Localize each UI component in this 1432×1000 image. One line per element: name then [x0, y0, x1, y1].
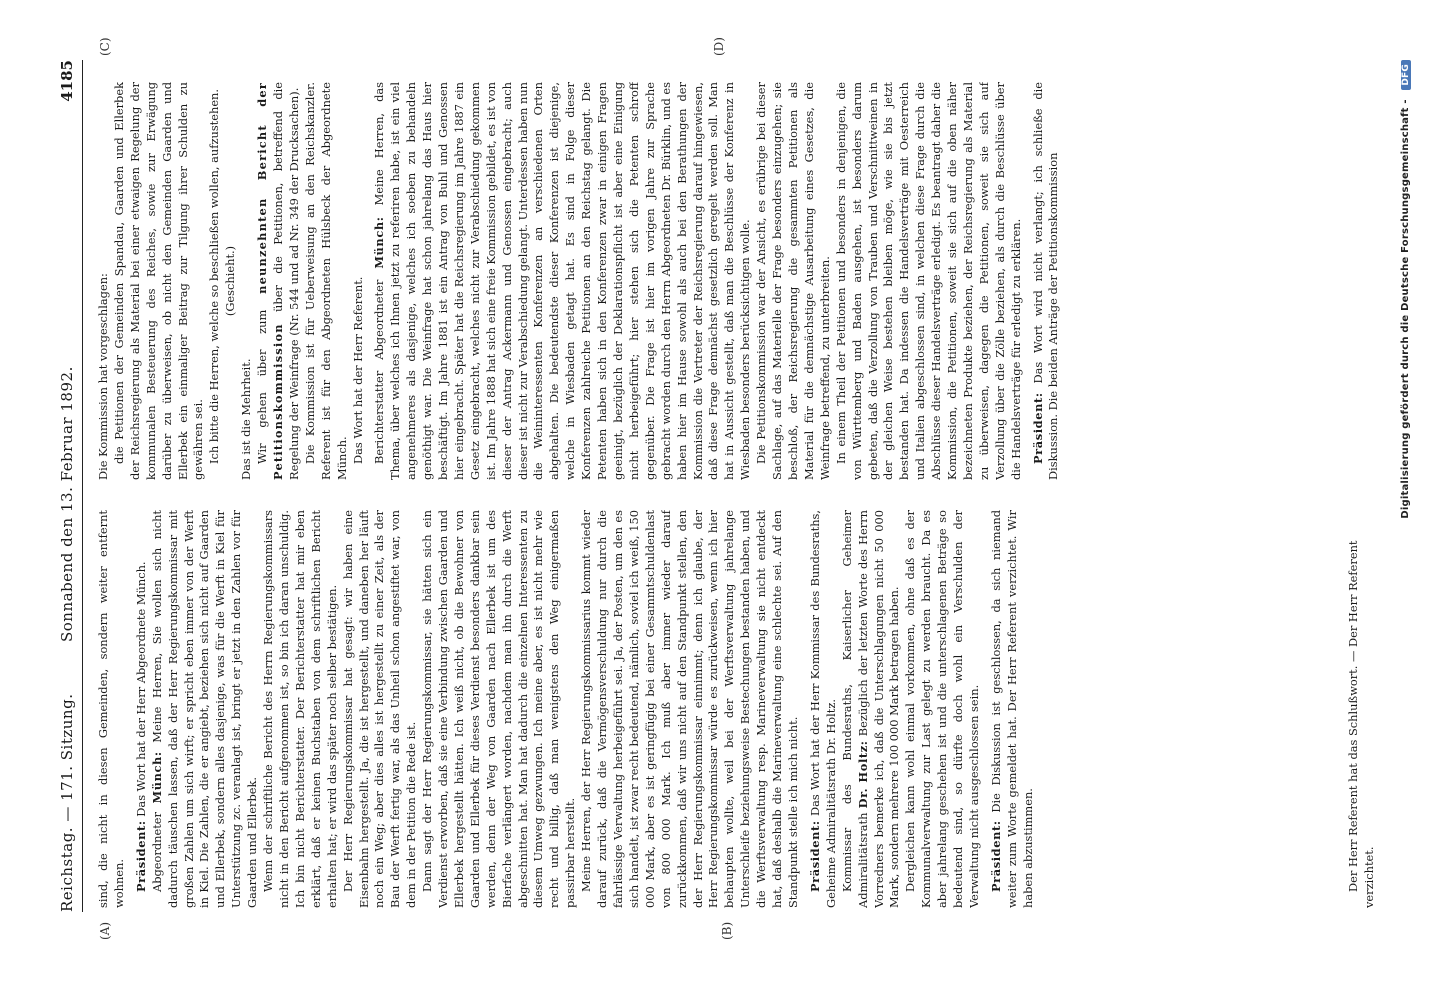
paragraph-text: Meine Herren, das Thema, über welches ich Ihnen jetzt zu referiren habe, ist ein viel angenehmeres als dasjenige, welches ich soeben zu behandeln genöthigt war. Die Weinfrage hat schon jahrelang das Haus hier beschäftigt. Im Jahre 1881 ist ein Antrag von Buhl und Genossen hier eingebracht. Später hat die Reichsregierung im Jahre 1887 ein Gesetz eingebracht, welches nicht zur Verabschiedung gekommen ist. Im Jahre 1888 hat sich eine freie Kommission gebildet, es ist von dieser der Antrag Ackermann und Genossen eingebracht; auch dieser ist nicht zur Verabschiedung gelangt. Unterdessen haben nun die Weininteressenten Konferenzen an verschiedenen Orten abgehalten. Die bedeutendste dieser Konferenzen ist diejenige, welche in Wiesbaden getagt hat. Es sind in Folge dieser Konferenzen zahlreiche Petitionen an den Reichstag gelangt. Die Petenten haben sich in den Konferenzen zwar in einigen Fragen geeinigt, bezüglich der Deklarationspflicht ist aber eine Einigung nicht herbeigeführt; hier stehen sich die Petenten schroff gegenüber. Die Frage ist hier im vorigen Jahre zur Sprache gebracht worden durch den Herrn Abgeordneten Dr. Bürklin, und es haben hier im Hause sowohl als auch bei den Berathungen der Kommission die Vertreter der Reichsregierung darauf hingewiesen, daß diese Frage demnächst gesetzlich geregelt werden soll. Man hat in Aussicht gestellt, daß man die Beschlüsse der Konferenz in Wiesbaden besonders berücksichtigen wolle.	[372, 82, 753, 480]
paragraph: (Geschieht.)	[223, 245, 238, 317]
paragraph	[840, 510, 904, 908]
paragraph: Das ist die Mehrheit.	[239, 358, 254, 480]
paragraph: Meine Herren, der Herr Regierungskommissarius kommt wieder darauf zurück, daß die Vermögensverschuldung nur durch die fahrlässige Verwaltung herbeigeführt sei. Ja, der Posten, um den es sich handelt, ist zwar recht bedeutend, nämlich, soviel ich weiß, 150 000 Mark, aber es ist geringfügig bei einer Gesammtschuldenlast von 800 000 Mark. Ich muß aber immer wieder darauf zurückkommen, daß wir uns nicht auf den Standpunkt stellen, den der Herr Regierungskommissar einnimmt; denn ich glaube, der Herr Regierungskommissar würde es zurückweisen, wenn ich hier behaupten wollte, weil bei der Werftsverwaltung jahrelange Unterschleife beziehungsweise Bestechungen bestanden haben, und die Werftsverwaltung resp. Marineverwaltung sie nicht entdeckt hat, daß deshalb die Marineverwaltung eine schlechte sei. Auf den Standpunkt stelle ich mich nicht.	[579, 510, 800, 908]
speaker-name: Präsident:	[988, 820, 1003, 892]
paragraph: Die Petitionskommission war der Ansicht, es erübrige bei dieser Sachlage, auf das Materielle der Frage besonders einzugehen; sie beschloß, der Reichsregierung die gesammten Petitionen als Material für die demnächstige Ausarbeitung eines Gesetzes, die Weinfrage betreffend, zu unterbreiten.	[754, 82, 832, 480]
paragraph: Der Herr Regierungskommissar hat gesagt: wir haben eine Eisenbahn hergestellt. Ja, die ist hergestellt, und daneben her läuft noch ein Weg; aber dies alles ist hergestellt zu einer Zeit, als der Bau der Werft fertig war, als das Unheil schon angestiftet war, von dem in der Petition die Rede ist.	[340, 510, 419, 908]
speaker-name: Präsident:	[133, 820, 148, 892]
paragraph-text: über die Petitionen, betreffend die Regelung der Weinfrage (Nr. 544 und ad Nr. 349 der Drucksachen).	[270, 82, 301, 480]
paragraph: Dergleichen kann wohl einmal vorkommen, ohne daß es der Kommunalverwaltung zur Last gelegt zu werden braucht. Da es aber jahrelang geschehen ist und die unterschlagenen Beträge so bedeutend sind, so dürfte doch wohl ein Verschulden der Verwaltung nicht ausgeschlossen sein.	[903, 510, 981, 908]
speaker-name: Präsident:	[1030, 392, 1045, 464]
paragraph: Wenn der schriftliche Bericht des Herrn Regierungskommissars nicht in den Bericht aufgenommen ist, so bin ich daran unschuldig. Ich bin nicht Berichterstatter. Der Berichterstatter hat mir eben erklärt, daß er keinen Buchstaben von dem schriftlichen Bericht erhalten hat; er wird das später noch selber bestätigen.	[261, 510, 339, 908]
paragraph	[134, 510, 150, 908]
paragraph	[808, 510, 840, 908]
margin-mark-d: (D)	[712, 37, 726, 56]
paragraph-text: Das Wort hat der Herr Abgeordnete Münch.	[133, 561, 148, 817]
left-column-footer	[1346, 510, 1378, 908]
paragraph: Der Herr Referent hat das Schlußwort. — Der Herr Referent verzichtet.	[1346, 540, 1376, 908]
header-date: Sonnabend den 13. Februar 1892.	[58, 366, 76, 642]
paragraph: In einem Theil der Petitionen und besonders in denjenigen, die von Württemberg und Baden ausgehen, ist besonders darum gebeten, daß die Verzollung von Trauben und Verschnittweinen in der gleichen Weise bestehen bleiben möge, wie sie bis jetzt bestanden hat. Da indessen die Handelsverträge mit Oesterreich und Italien abgeschlossen sind, in welchen diese Frage durch die Abschlüsse dieser Handelsverträge erledigt. Es beantragt daher die Kommission, die Petitionen, soweit sie sich auf die oben näher bezeichneten Produkte beziehen, der Reichsregierung als Material zu überweisen, dagegen die Petitionen, soweit sie sich auf Verzollung über die Zölle beziehen, als durch die Beschlüsse über die Handelsverträge für erledigt zu erklären.	[833, 82, 1023, 480]
paragraph	[150, 510, 261, 908]
paragraph-text: Das Wort hat der Herr Kommissar des Bundesraths, Geheime Admiralitätsrath Dr. Holtz.	[807, 510, 838, 908]
dfg-logo: DFG	[1401, 60, 1411, 90]
paragraph-text: Das Wort wird nicht verlangt; ich schließe die Diskussion. Die beiden Anträge der Petitionskommission	[1030, 82, 1061, 480]
speaker-name: Münch:	[372, 216, 387, 269]
speaker-name: Präsident:	[807, 820, 822, 892]
speaker-role: Berichterstatter Abgeordneter	[372, 279, 387, 464]
page-header	[56, 60, 83, 912]
digitization-credit	[1400, 60, 1411, 940]
margin-mark-b: (B)	[720, 921, 734, 940]
speaker-name: Münch:	[149, 751, 164, 804]
speaker-role: Abgeordneter	[149, 812, 164, 892]
speaker-role: Kommissar des Bundesraths, Kaiserlicher Geheimer Admiralitätsrath	[839, 510, 870, 908]
paragraph	[372, 82, 754, 480]
speaker-name: Dr. Holtz:	[855, 740, 870, 809]
paragraph-text: Bezüglich der letzten Worte des Herrn Vorredners bemerke ich, daß die Unterschlagungen nicht 50 000 Mark, sondern mehrere 100 000 Mark betragen haben.	[855, 510, 902, 908]
page-number: 4185	[58, 60, 76, 102]
paragraph: Ich bitte die Herren, welche so beschließen wollen, aufzustehen.	[207, 88, 222, 464]
credit-text: Digitalisierung gefördert durch die Deutsche Forschungsgemeinschaft -	[1400, 99, 1411, 519]
paragraph: sind, die nicht in diesen Gemeinden, sondern weiter entfernt wohnen.	[96, 510, 126, 908]
paragraph	[255, 82, 303, 480]
agenda-item-title: neunzehnten Bericht der Petitionskommission	[255, 82, 285, 480]
paragraph: die Petitionen der Gemeinden Spandau, Gaarden und Ellerbek der Reichsregierung als Material bei einer etwaigen Regelung der kommunalen Besteuerung des Reiches, sowie zur Erwägung darüber zu überweisen, ob nicht den Gemeinden Gaarden und Ellerbek ein einmaliger Beitrag zur Tilgung ihrer Schulden zu gewähren sei.	[111, 82, 206, 480]
paragraph: Dann sagt der Herr Regierungskommissar, sie hätten sich ein Verdienst erworben, daß sie eine Verbindung zwischen Gaarden und Ellerbek hergestellt hätten. Ich weiß nicht, ob die Bewohner von Gaarden und Ellerbek für dieses Verdienst besonders dankbar sein werden, denn der Weg von Gaarden nach Ellerbek ist um des Bierfache verlängert worden, nachdem man ihn durch die Werft abgeschnitten hat. Man hat dadurch die einzelnen Interessenten zu diesem Umweg gezwungen. Ich meine aber, es ist nicht mehr wie recht und billig, daß man wenigstens den Weg einigermaßen passirbar herstellt.	[420, 510, 578, 908]
paragraph-text: Meine Herren, Sie wollen sich nicht dadurch täuschen lassen, daß der Herr Regierungskommissar mit großen Zahlen um sich wirft; er spricht eben immer von der Werft in Kiel. Die Zahlen, die er angiebt, beziehen sich nicht auf Gaarden und Ellerbek, sondern alles dasjenige, was für die Werft in Kiel für Unterstützung zc. veranlagt ist, bringt er jetzt in den Zahlen vor für Gaarden und Ellerbek.	[149, 510, 260, 908]
paragraph: Die Kommission ist für Ueberweisung an den Reichskanzler. Referent ist für den Abgeordneten Hülsbeck der Abgeordnete Münch.	[302, 82, 349, 480]
margin-mark-c: (C)	[98, 37, 112, 56]
paragraph	[989, 510, 1037, 908]
margin-mark-a: (A)	[98, 921, 112, 940]
paragraph: Das Wort hat der Herr Referent.	[350, 276, 365, 464]
paragraph	[1031, 82, 1063, 480]
left-column	[96, 510, 1336, 908]
right-column	[96, 82, 1336, 480]
paragraph-text: Wir gehen über zum	[255, 309, 270, 464]
header-title: Reichstag. — 171. Sitzung.	[58, 693, 76, 912]
paragraph-text: Die Diskussion ist geschlossen, da sich niemand weiter zum Worte gemeldet hat. Der Herr Referent verzichtet. Wir haben abzustimmen.	[988, 510, 1035, 908]
paragraph: Die Kommission hat vorgeschlagen:	[96, 273, 110, 480]
